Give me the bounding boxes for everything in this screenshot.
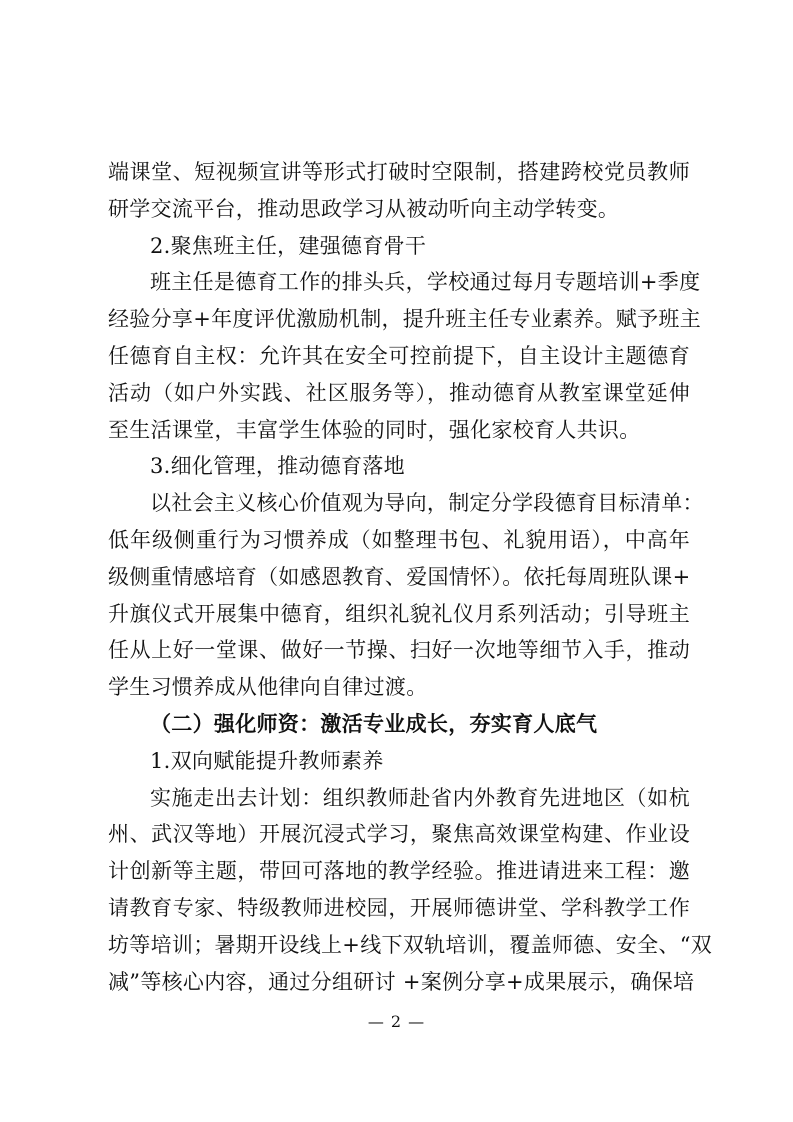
- text-line: 计创新等主题，带回可落地的教学经验。推进请进来工程：邀: [108, 859, 690, 884]
- text-line: 请教育专家、特级教师进校园，开展师德讲堂、学科教学工作: [108, 895, 690, 920]
- text-line: 坊等培训；暑期开设线上+线下双轨培训，覆盖师德、安全、“双: [108, 932, 713, 957]
- text-line: 以社会主义核心价值观为导向，制定分学段德育目标清单：: [150, 491, 704, 516]
- text-line: 任从上好一堂课、做好一节操、扫好一次地等细节入手，推动: [108, 638, 690, 663]
- section-heading: （二）强化师资：激活专业成长，夯实育人底气: [150, 711, 598, 736]
- subheading: 2.聚焦班主任，建强德育骨干: [150, 233, 427, 258]
- text-line: 减”等核心内容，通过分组研讨 +案例分享+成果展示，确保培: [108, 969, 695, 994]
- text-line: 级侧重情感培育（如感恩教育、爱国情怀）。依托每周班队课+: [108, 564, 691, 589]
- subheading: 1.双向赋能提升教师素养: [150, 748, 384, 773]
- text-line: 学生习惯养成从他律向自律过渡。: [108, 675, 428, 700]
- text-line: 端课堂、短视频宣讲等形式打破时空限制，搭建跨校党员教师: [108, 160, 690, 184]
- page-number: — 2 —: [367, 1012, 426, 1031]
- text-line: 实施走出去计划：组织教师赴省内外教育先进地区（如杭: [150, 785, 690, 810]
- text-line: 低年级侧重行为习惯养成（如整理书包、礼貌用语），中高年: [108, 527, 690, 552]
- text-line: 经验分享+年度评优激励机制，提升班主任专业素养。赋予班主: [108, 307, 701, 332]
- subheading: 3.细化管理，推动德育落地: [150, 454, 405, 479]
- text-line: 至生活课堂，丰富学生体验的同时，强化家校育人共识。: [108, 417, 641, 442]
- body-text: [108, 154, 713, 1000]
- text-line: 任德育自主权：允许其在安全可控前提下，自主设计主题德育: [108, 343, 690, 368]
- text-line: 升旗仪式开展集中德育，组织礼貌礼仪月系列活动；引导班主: [108, 601, 690, 626]
- text-line: 班主任是德育工作的排头兵，学校通过每月专题培训+季度: [150, 270, 701, 295]
- text-line: 研学交流平台，推动思政学习从被动听向主动学转变。: [108, 196, 620, 221]
- text-line: 活动（如户外实践、社区服务等），推动德育从教室课堂延伸: [108, 380, 690, 405]
- text-line: 州、武汉等地）开展沉浸式学习，聚焦高效课堂构建、作业设: [108, 822, 690, 847]
